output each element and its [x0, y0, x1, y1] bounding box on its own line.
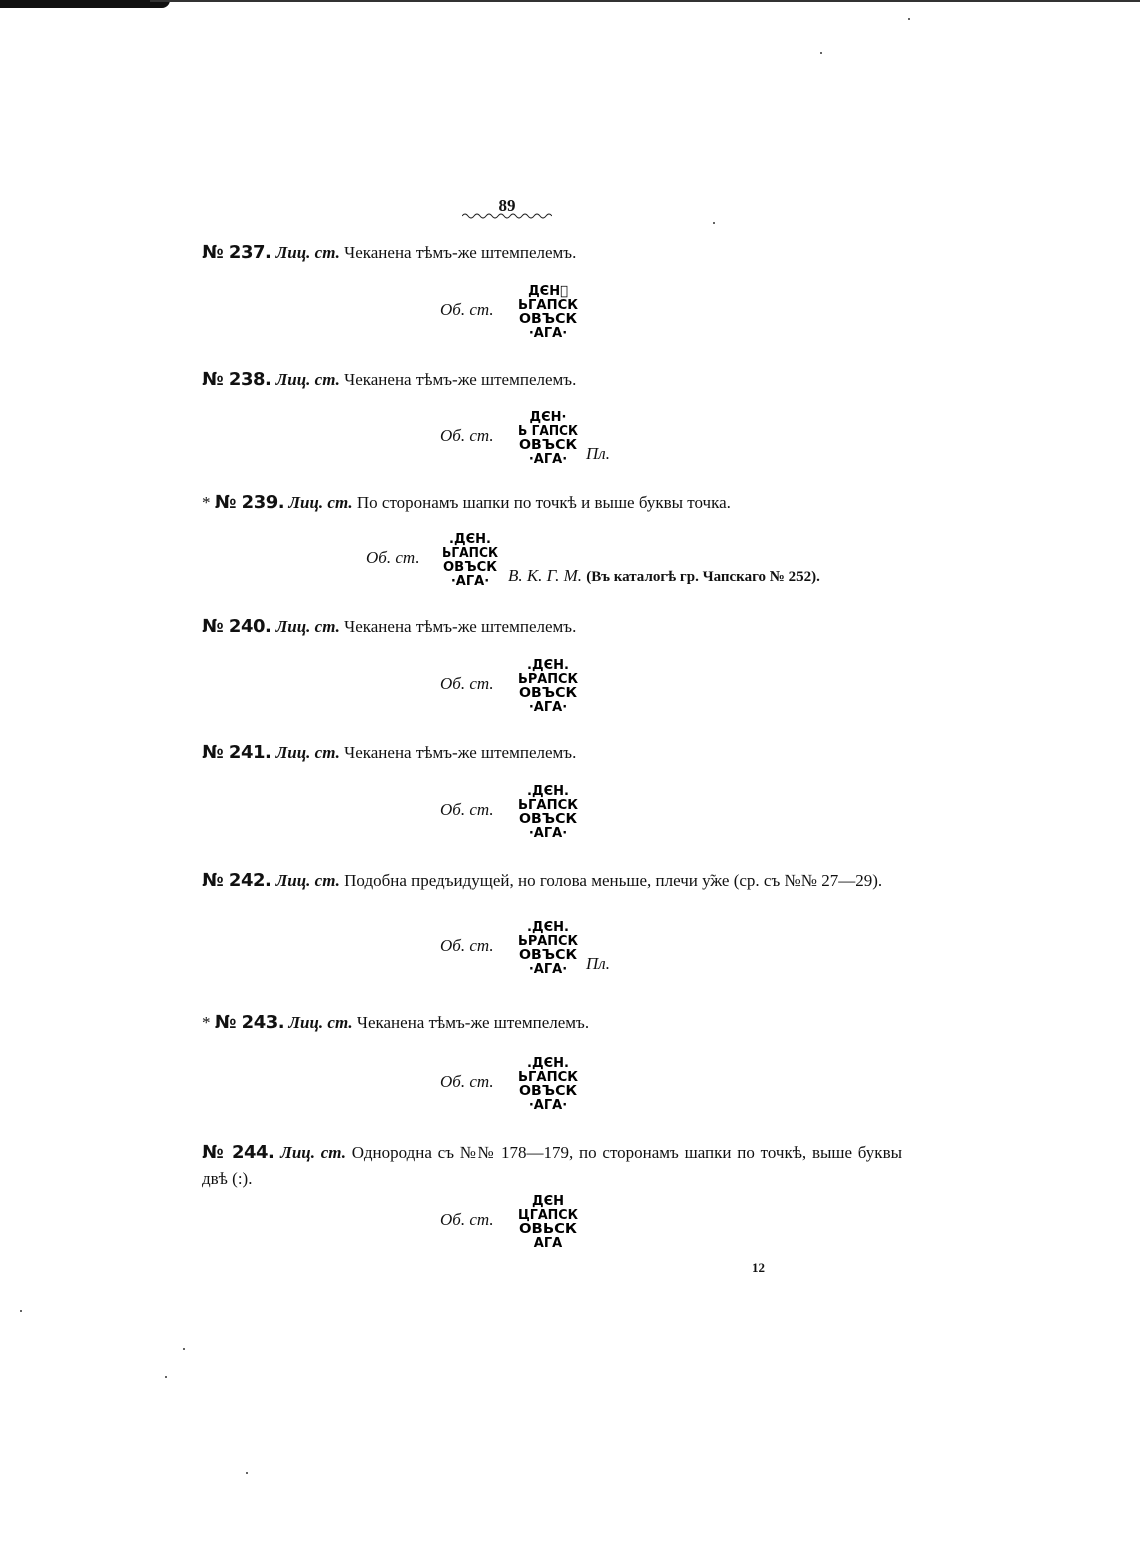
svg-text:ОВЪСК: ОВЪСК	[519, 686, 578, 701]
scan-speck	[713, 222, 715, 224]
svg-text:·АГА·: ·АГА·	[528, 826, 568, 841]
svg-text:ДЄН: ДЄН	[532, 1194, 564, 1209]
page-number: 89	[498, 196, 516, 215]
provenance-note: Пл.	[586, 444, 610, 463]
entry-text: По сторонамъ шапки по точкѣ и выше буквы точка.	[356, 493, 731, 512]
svg-text:·АГА·: ·АГА·	[450, 574, 490, 589]
entry-238	[158, 367, 902, 393]
asterisk-mark: *	[202, 493, 211, 512]
scan-top-edge	[0, 0, 1140, 14]
entry-241	[158, 740, 902, 766]
catalogue-reference: (Въ каталогѣ гр. Чапскаго № 252).	[586, 569, 820, 585]
scan-speck	[246, 1472, 248, 1474]
svg-text:.ДЄН.: .ДЄН.	[527, 920, 569, 935]
svg-text:ЬГАПСК: ЬГАПСК	[518, 798, 579, 813]
asterisk-mark: *	[202, 1013, 211, 1032]
entry-number: № 238.	[202, 369, 272, 390]
svg-text:·АГА·: ·АГА·	[528, 700, 568, 715]
coin-legend	[514, 1192, 582, 1252]
coin-legend	[440, 530, 508, 590]
svg-text:ЬРАПСК: ЬРАПСК	[518, 934, 579, 949]
reverse-label: Об. ст.	[440, 1072, 494, 1091]
entry-number: № 239.	[214, 492, 285, 513]
obverse-label: Лиц. ст.	[275, 243, 340, 262]
obverse-label: Лиц. ст.	[288, 493, 353, 512]
svg-text:АГА: АГА	[533, 1236, 563, 1251]
svg-text:ОВЪСК: ОВЪСК	[519, 812, 578, 827]
coin-legend	[514, 782, 582, 842]
scan-speck	[908, 18, 910, 20]
entry-237	[158, 240, 902, 266]
obverse-label: Лиц. ст.	[280, 1143, 346, 1162]
obverse-label: Лиц. ст.	[288, 1013, 353, 1032]
entry-text: Чеканена тѣмъ-же штемпелемъ.	[344, 243, 577, 262]
coin-legend	[514, 282, 582, 342]
coin-legend	[514, 656, 582, 716]
reverse-label: Об. ст.	[440, 936, 494, 955]
provenance-note: Пл.	[586, 954, 610, 973]
svg-text:.ДЄН.: .ДЄН.	[527, 784, 569, 799]
entry-text: Чеканена тѣмъ-же штемпелемъ.	[344, 370, 577, 389]
svg-text:ЦГАПСК: ЦГАПСК	[518, 1208, 579, 1223]
svg-text:ДЄН·: ДЄН·	[529, 410, 567, 425]
entry-number: № 243.	[214, 1012, 285, 1033]
provenance-note: В. К. Г. М.	[508, 566, 582, 585]
svg-text:·АГА·: ·АГА·	[528, 452, 568, 467]
entry-number: № 242.	[202, 870, 272, 891]
entry-242	[158, 868, 902, 894]
svg-text:·АГА·: ·АГА·	[528, 1098, 568, 1113]
entry-text: Чеканена тѣмъ-же штемпелемъ.	[344, 617, 577, 636]
svg-text:ОВЪСК: ОВЪСК	[519, 312, 578, 327]
svg-text:ЬГАПСК: ЬГАПСК	[442, 546, 499, 561]
reverse-label: Об. ст.	[440, 300, 494, 319]
entry-244	[158, 1140, 902, 1192]
entry-text: Чеканена тѣмъ-же штемпелемъ.	[356, 1013, 590, 1032]
svg-text:ОВЪСК: ОВЪСК	[443, 560, 498, 575]
reverse-label: Об. ст.	[440, 800, 494, 819]
reverse-label: Об. ст.	[366, 548, 420, 567]
svg-text:·АГА·: ·АГА·	[528, 326, 568, 341]
entry-number: № 237.	[202, 242, 272, 263]
entry-text: Чеканена тѣмъ-же штемпелемъ.	[344, 743, 577, 762]
scan-speck	[183, 1348, 185, 1350]
svg-text:ЬГАПСК: ЬГАПСК	[518, 298, 579, 313]
reverse-label: Об. ст.	[440, 1210, 494, 1229]
coin-legend	[514, 1054, 582, 1114]
wavy-rule-ornament	[462, 212, 552, 220]
svg-text:Ь ГАПСК: Ь ГАПСК	[518, 424, 579, 439]
coin-legend	[514, 918, 582, 978]
entry-number: № 240.	[202, 616, 272, 637]
obverse-label: Лиц. ст.	[275, 871, 340, 890]
sheet-signature-number: 12	[752, 1260, 765, 1275]
svg-text:ОВЬСК: ОВЬСК	[519, 1222, 578, 1237]
svg-text:·АГА·: ·АГА·	[528, 962, 568, 977]
entry-239	[158, 490, 902, 516]
svg-text:ОВЪСК: ОВЪСК	[519, 948, 578, 963]
obverse-label: Лиц. ст.	[275, 743, 340, 762]
entry-text: Подобна предъидущей, но голова меньше, плечи у̃же (ср. съ №№ 27—29).	[344, 871, 883, 890]
scan-speck	[20, 1310, 22, 1312]
entry-240	[158, 614, 902, 640]
entry-number: № 241.	[202, 742, 272, 763]
obverse-label: Лиц. ст.	[275, 370, 340, 389]
scan-speck	[165, 1376, 167, 1378]
svg-text:ЬГАПСК: ЬГАПСК	[518, 1070, 579, 1085]
svg-text:.ДЄН.: .ДЄН.	[527, 658, 569, 673]
svg-text:ОВЪСК: ОВЪСК	[519, 438, 578, 453]
scan-speck	[820, 52, 822, 54]
coin-legend	[514, 408, 582, 468]
entry-243	[158, 1010, 902, 1036]
entry-number: № 244.	[202, 1142, 275, 1163]
obverse-label: Лиц. ст.	[275, 617, 340, 636]
svg-text:ДЄНꙸ: ДЄНꙸ	[528, 284, 568, 299]
svg-text:ОВЪСК: ОВЪСК	[519, 1084, 578, 1099]
svg-text:ЬРАПСК: ЬРАПСК	[518, 672, 579, 687]
reverse-label: Об. ст.	[440, 674, 494, 693]
svg-text:.ДЄН.: .ДЄН.	[449, 532, 491, 547]
entry-text: Однородна съ №№ 178—179, по сторонамъ шапки по точкѣ, выше буквы двѣ (:).	[202, 1143, 903, 1188]
svg-text:.ДЄН.: .ДЄН.	[527, 1056, 569, 1071]
reverse-label: Об. ст.	[440, 426, 494, 445]
